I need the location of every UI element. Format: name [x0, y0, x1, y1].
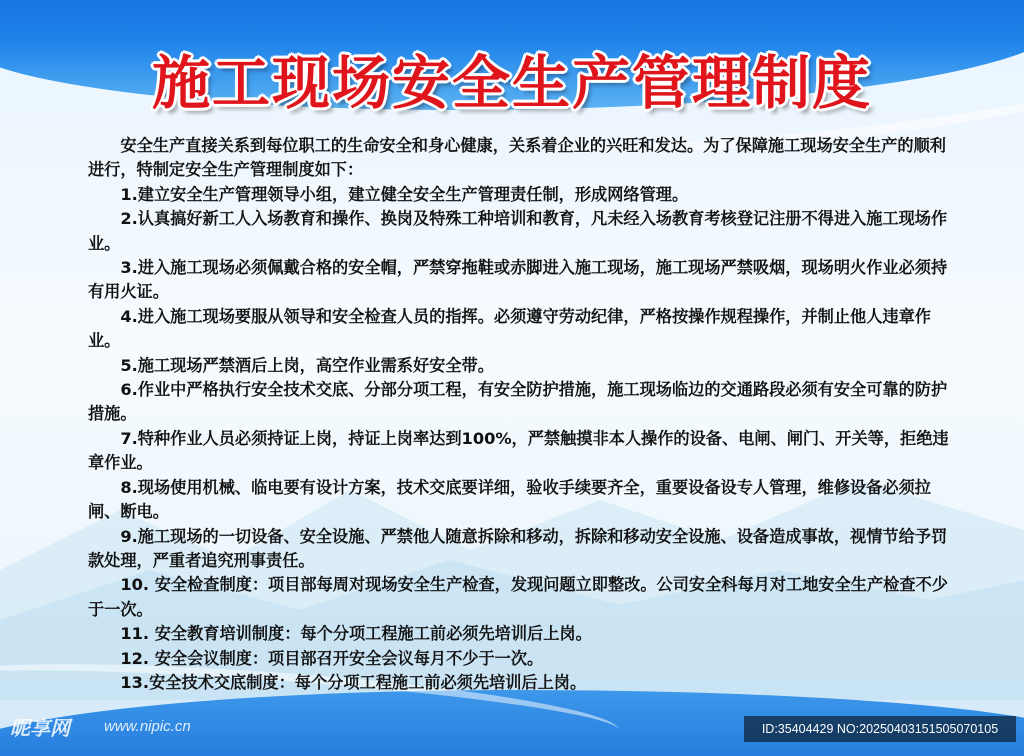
rule-item-7: 7.特种作业人员必须持证上岗，持证上岗率达到100%，严禁触摸非本人操作的设备、电闸、闸门、开关等，拒绝违章作业。 — [88, 428, 949, 473]
rule-item-5: 5.施工现场严禁酒后上岗，高空作业需系好安全带。 — [120, 355, 494, 375]
rule-item-9: 9.施工现场的一切设备、安全设施、严禁他人随意拆除和移动，拆除和移动安全设施、设备造成事故，视情节给予罚款处理，严重者追究刑事责任。 — [88, 526, 948, 570]
rule-item-6: 6.作业中严格执行安全技术交底、分部分项工程，有安全防护措施，施工现场临边的交通路段必须有安全可靠的防护措施。 — [88, 380, 948, 424]
rule-item-13: 13.安全技术交底制度：每个分项工程施工前必须先培训后上岗。 — [120, 672, 587, 692]
watermark-url: www.nipic.cn — [104, 718, 191, 735]
rules-text-block — [88, 134, 958, 695]
rule-item-2: 2.认真搞好新工人入场教育和操作、换岗及特殊工种培训和教育，凡未经入场教育考核登记注册不得进入施工现场作业。 — [88, 209, 948, 253]
rule-item-11: 11. 安全教育培训制度：每个分项工程施工前必须先培训后上岗。 — [120, 624, 592, 644]
rule-item-3: 3.进入施工现场必须佩戴合格的安全帽，严禁穿拖鞋或赤脚进入施工现场，施工现场严禁吸烟，现场明火作业必须持有用火证。 — [88, 258, 948, 302]
rule-item-1: 1.建立安全生产管理领导小组，建立健全安全生产管理责任制，形成网络管理。 — [120, 184, 689, 204]
rule-item-8: 8.现场使用机械、临电要有设计方案，技术交底要详细，验收手续要齐全，重要设备设专人管理，维修设备必须拉闸、断电。 — [88, 477, 931, 522]
watermark-id-label: ID:35404429 NO:20250403151505070105 — [744, 716, 1016, 742]
rule-item-12: 12. 安全会议制度：项目部召开安全会议每月不少于一次。 — [120, 648, 544, 668]
watermark-brand: 昵享网 — [10, 716, 70, 740]
page-title: 施工现场安全生产管理制度 — [151, 49, 872, 117]
rule-item-10: 10. 安全检查制度：项目部每周对现场安全生产检查，发现问题立即整改。公司安全科每月对工地安全生产检查不少于一次。 — [88, 575, 948, 619]
intro-paragraph: 安全生产直接关系到每位职工的生命安全和身心健康，关系着企业的兴旺和发达。为了保障施工现场安全生产的顺利进行，特制定安全生产管理制度如下： — [88, 136, 946, 180]
rule-item-4: 4.进入施工现场要服从领导和安全检查人员的指挥。必须遵守劳动纪律，严格按操作规程操作，并制止他人违章作业。 — [88, 306, 931, 351]
